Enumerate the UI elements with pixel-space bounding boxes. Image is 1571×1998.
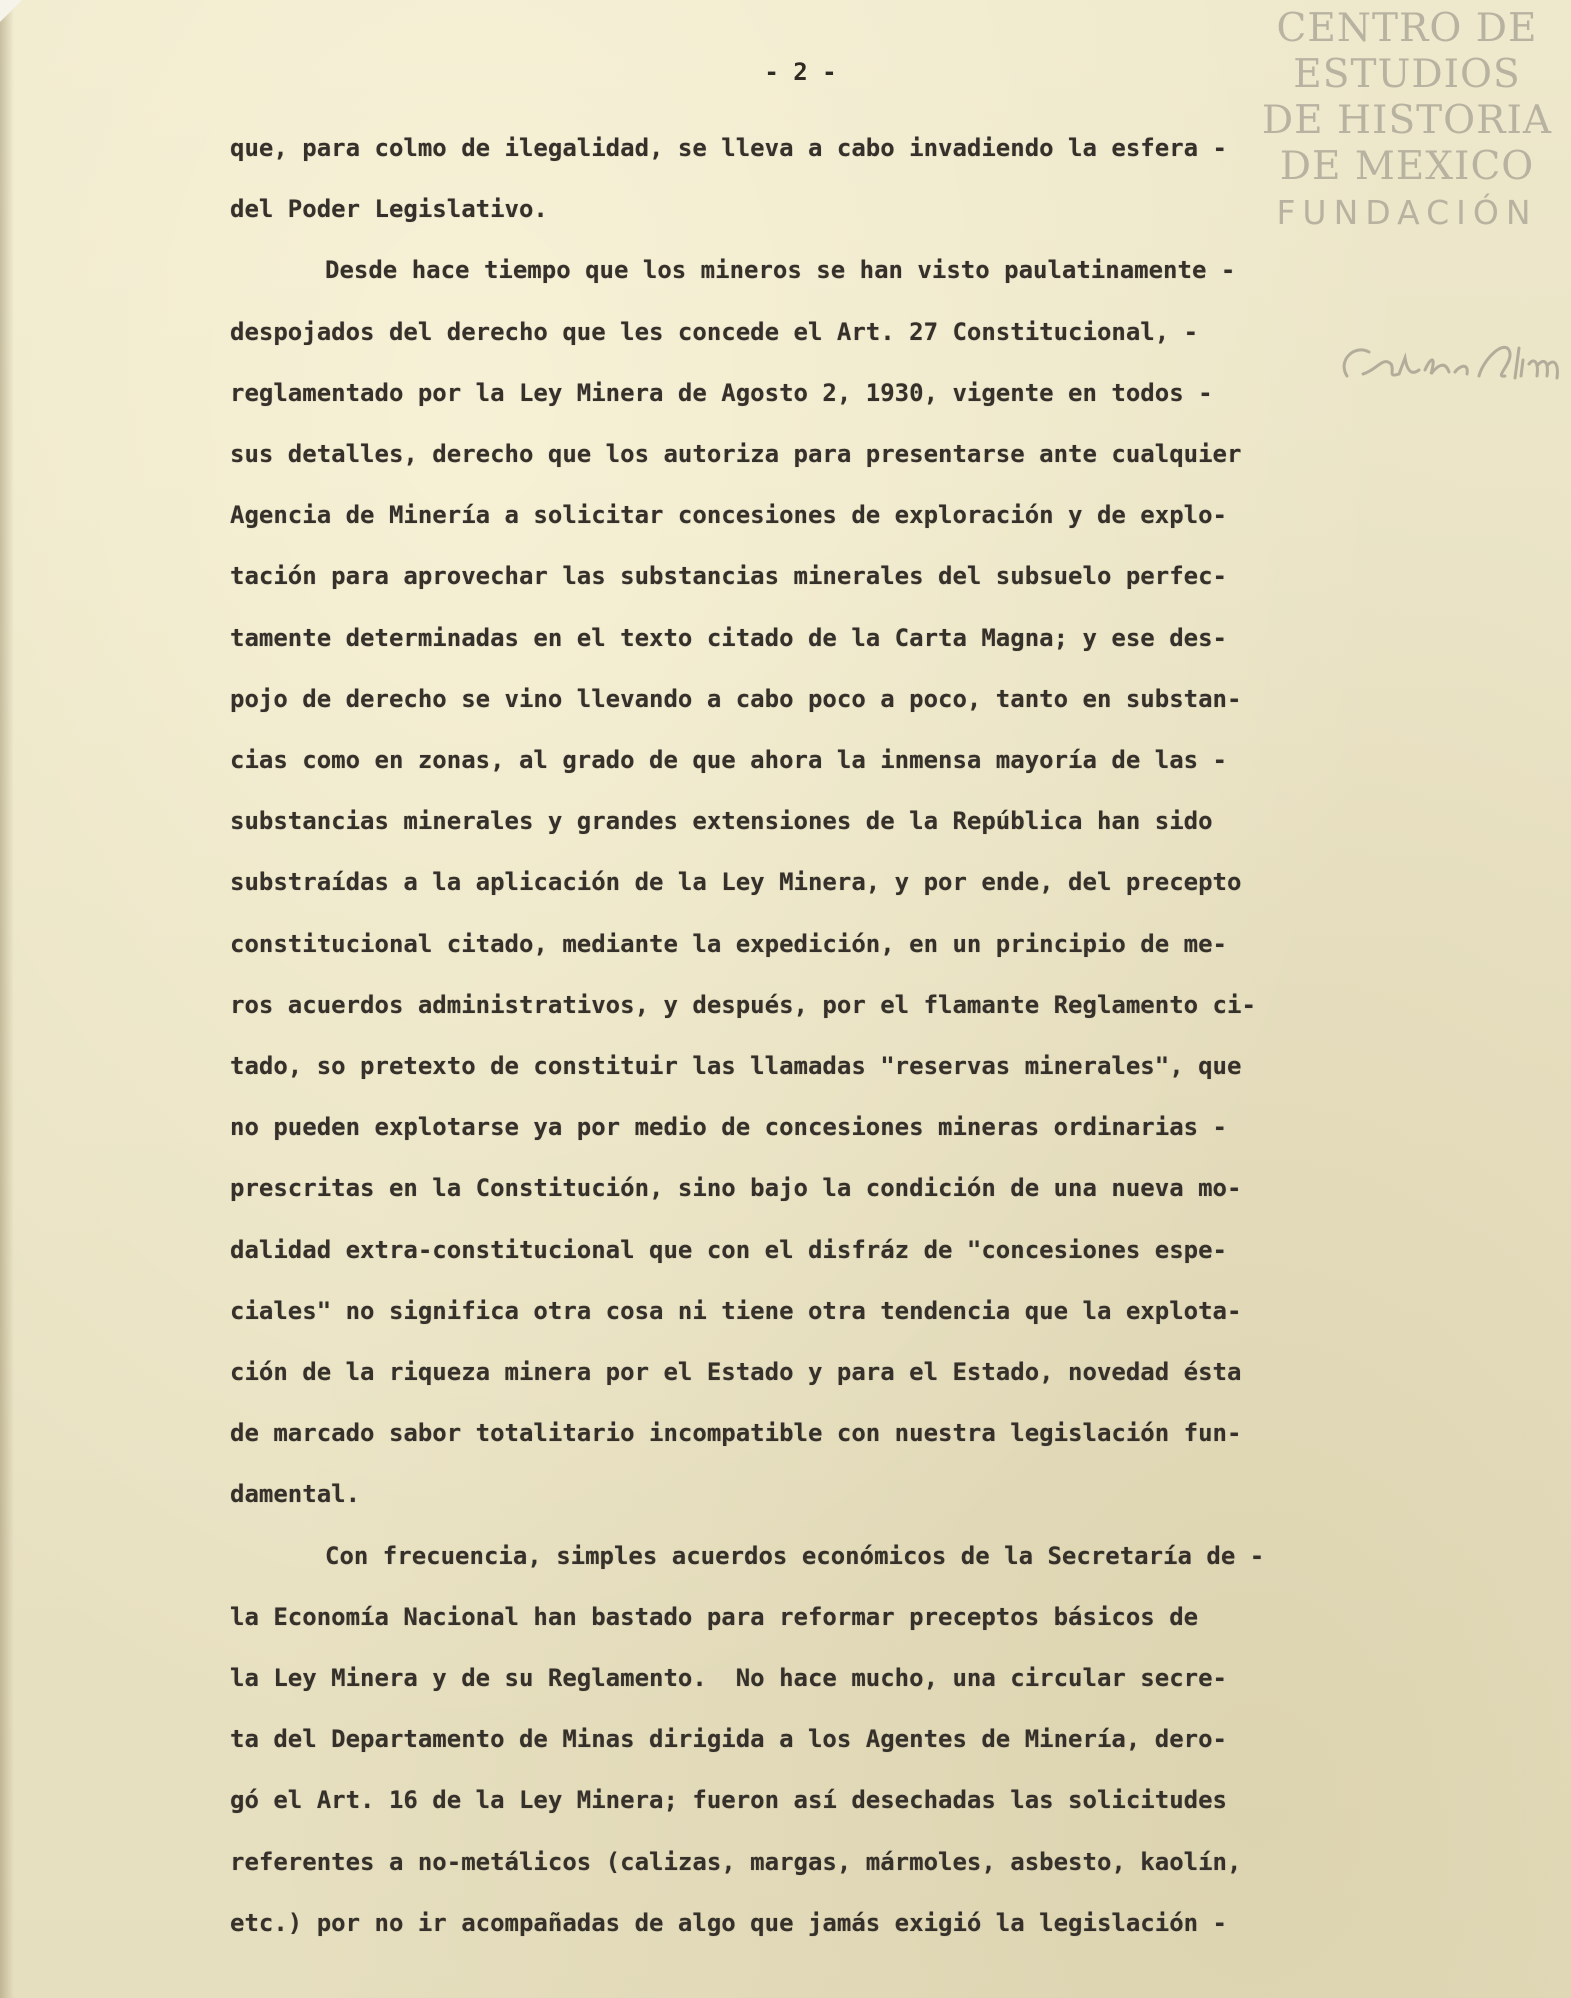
- text-line: la Economía Nacional han bastado para reformar preceptos básicos de: [230, 1602, 1199, 1631]
- text-line: Desde hace tiempo que los mineros se han visto paulatinamente -: [325, 256, 1236, 285]
- text-line: del Poder Legislativo.: [230, 195, 548, 224]
- torn-corner: [0, 0, 22, 22]
- text-line: pojo de derecho se vino llevando a cabo poco a poco, tanto en substan-: [230, 684, 1242, 713]
- text-line: tamente determinadas en el texto citado de la Carta Magna; y ese des-: [230, 623, 1227, 652]
- text-line: de marcado sabor totalitario incompatible con nuestra legislación fun-: [230, 1419, 1242, 1448]
- text-line: tado, so pretexto de constituir las llamadas "reservas minerales", que: [230, 1052, 1242, 1081]
- watermark-foundation: FUNDACIÓN: [1276, 193, 1538, 232]
- text-line: dalidad extra-constitucional que con el disfráz de "concesiones espe-: [230, 1235, 1227, 1264]
- text-line: ciales" no significa otra cosa ni tiene otra tendencia que la explota-: [230, 1296, 1242, 1325]
- text-line: referentes a no-metálicos (calizas, margas, mármoles, asbesto, kaolín,: [230, 1847, 1242, 1876]
- text-line: Agencia de Minería a solicitar concesiones de exploración y de explo-: [230, 501, 1227, 530]
- text-line: damental.: [230, 1480, 361, 1509]
- typewritten-text: [230, 118, 1530, 1954]
- text-line: Con frecuencia, simples acuerdos económicos de la Secretaría de -: [325, 1541, 1265, 1570]
- watermark-line: DE HISTORIA: [1261, 98, 1553, 143]
- text-line: tación para aprovechar las substancias minerales del subsuelo perfec-: [230, 562, 1227, 591]
- text-line: no pueden explotarse ya por medio de concesiones mineras ordinarias -: [230, 1113, 1227, 1142]
- text-line: sus detalles, derecho que los autoriza para presentarse ante cualquier: [230, 440, 1242, 469]
- text-line: ción de la riqueza minera por el Estado y para el Estado, novedad ésta: [230, 1358, 1242, 1387]
- text-line: que, para colmo de ilegalidad, se lleva a cabo invadiendo la esfera -: [230, 134, 1227, 162]
- text-line: reglamentado por la Ley Minera de Agosto 2, 1930, vigente en todos -: [230, 378, 1213, 407]
- watermark-line: ESTUDIOS: [1293, 52, 1521, 97]
- text-line: gó el Art. 16 de la Ley Minera; fueron así desechadas las solicitudes: [230, 1786, 1227, 1815]
- text-line: substancias minerales y grandes extensiones de la República han sido: [230, 807, 1213, 836]
- text-line: prescritas en la Constitución, sino bajo la condición de una nueva mo-: [230, 1174, 1242, 1203]
- text-line: ta del Departamento de Minas dirigida a los Agentes de Minería, dero-: [230, 1725, 1227, 1754]
- watermark-line: CENTRO DE: [1276, 6, 1538, 51]
- text-line: ros acuerdos administrativos, y después, por el flamante Reglamento ci-: [230, 990, 1256, 1019]
- text-line: substraídas a la aplicación de la Ley Minera, y por ende, del precepto: [230, 868, 1242, 897]
- page-number: - 2 -: [764, 58, 837, 86]
- text-line: constitucional citado, mediante la expedición, en un principio de me-: [230, 929, 1227, 958]
- watermark-line: DE MEXICO: [1279, 144, 1535, 189]
- text-line: cias como en zonas, al grado de que ahora la inmensa mayoría de las -: [230, 746, 1227, 775]
- text-line: la Ley Minera y de su Reglamento. No hace mucho, una circular secre-: [230, 1664, 1227, 1693]
- text-line: despojados del derecho que les concede el Art. 27 Constitucional, -: [230, 317, 1199, 346]
- text-line: etc.) por no ir acompañadas de algo que jamás exigió la legislación -: [230, 1908, 1227, 1937]
